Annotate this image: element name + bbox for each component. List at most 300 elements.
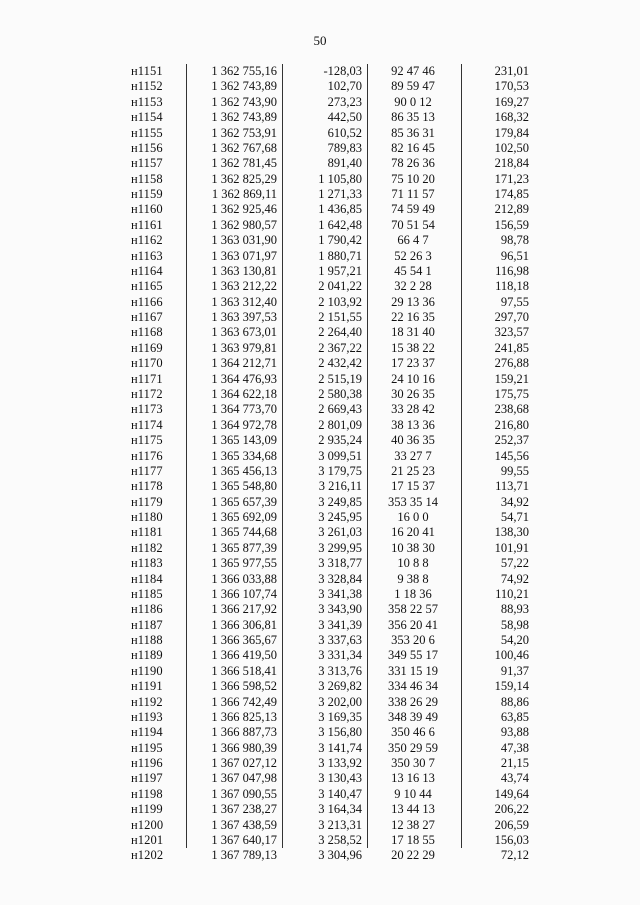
distance-cell: 145,56 bbox=[494, 448, 529, 463]
point-id-cell: н1193 bbox=[131, 709, 163, 724]
x-coordinate-cell: 1 365 456,13 bbox=[211, 463, 277, 478]
y-coordinate-cell: 2 935,24 bbox=[318, 433, 362, 448]
point-id-cell: н1202 bbox=[131, 848, 164, 863]
point-id-cell: н1187 bbox=[131, 617, 163, 632]
y-coordinate-cell: 3 202,00 bbox=[318, 694, 362, 709]
direction-angle-cell: 40 36 35 bbox=[391, 433, 435, 448]
x-coordinate-cell: 1 366 825,13 bbox=[211, 709, 277, 724]
direction-angle-cell: 33 28 42 bbox=[391, 402, 435, 417]
x-coordinate-cell: 1 365 877,39 bbox=[211, 540, 277, 555]
direction-angle-cell: 16 20 41 bbox=[391, 525, 435, 540]
direction-angle-cell: 353 35 14 bbox=[388, 494, 438, 509]
point-id-cell: н1183 bbox=[131, 556, 163, 571]
x-coordinate-cell: 1 367 027,12 bbox=[211, 756, 277, 771]
x-coordinate-cell: 1 365 744,68 bbox=[211, 525, 277, 540]
direction-angle-cell: 66 4 7 bbox=[397, 233, 429, 248]
distance-cell: 88,93 bbox=[500, 602, 529, 617]
direction-angle-cell: 338 26 29 bbox=[388, 694, 438, 709]
direction-angle-cell: 75 10 20 bbox=[391, 171, 435, 186]
table-row bbox=[0, 418, 640, 433]
direction-angle-cell: 45 54 1 bbox=[394, 263, 432, 278]
distance-cell: 276,88 bbox=[494, 356, 529, 371]
x-coordinate-cell: 1 363 673,01 bbox=[211, 325, 277, 340]
y-coordinate-cell: 3 313,76 bbox=[318, 663, 362, 678]
x-coordinate-cell: 1 363 397,53 bbox=[211, 310, 277, 325]
direction-angle-cell: 17 23 37 bbox=[391, 356, 435, 371]
distance-cell: 175,75 bbox=[494, 386, 529, 401]
point-id-cell: н1154 bbox=[131, 110, 163, 125]
x-coordinate-cell: 1 363 212,22 bbox=[211, 279, 277, 294]
y-coordinate-cell: 3 245,95 bbox=[318, 510, 362, 525]
direction-angle-cell: 350 46 6 bbox=[391, 725, 435, 740]
distance-cell: 57,22 bbox=[500, 556, 529, 571]
point-id-cell: н1197 bbox=[131, 771, 163, 786]
point-id-cell: н1164 bbox=[131, 263, 163, 278]
table-row bbox=[0, 233, 640, 248]
point-id-cell: н1171 bbox=[131, 371, 163, 386]
point-id-cell: н1166 bbox=[131, 294, 163, 309]
y-coordinate-cell: 3 169,35 bbox=[318, 709, 362, 724]
distance-cell: 171,23 bbox=[494, 171, 529, 186]
point-id-cell: н1181 bbox=[131, 525, 163, 540]
table-row bbox=[0, 525, 640, 540]
direction-angle-cell: 86 35 13 bbox=[391, 110, 435, 125]
table-row bbox=[0, 848, 640, 863]
table-row bbox=[0, 833, 640, 848]
table-row bbox=[0, 710, 640, 725]
table-row bbox=[0, 64, 640, 79]
point-id-cell: н1160 bbox=[131, 202, 163, 217]
x-coordinate-cell: 1 363 979,81 bbox=[211, 340, 277, 355]
y-coordinate-cell: 1 271,33 bbox=[318, 187, 362, 202]
point-id-cell: н1180 bbox=[131, 510, 163, 525]
distance-cell: 34,92 bbox=[500, 494, 529, 509]
distance-cell: 168,32 bbox=[494, 110, 529, 125]
table-row bbox=[0, 402, 640, 417]
point-id-cell: н1174 bbox=[131, 417, 163, 432]
distance-cell: 169,27 bbox=[494, 94, 529, 109]
direction-angle-cell: 350 30 7 bbox=[391, 756, 435, 771]
x-coordinate-cell: 1 366 033,88 bbox=[211, 571, 277, 586]
table-row bbox=[0, 387, 640, 402]
point-id-cell: н1158 bbox=[131, 171, 163, 186]
table-row bbox=[0, 679, 640, 694]
point-id-cell: н1155 bbox=[131, 125, 163, 140]
direction-angle-cell: 17 18 55 bbox=[391, 833, 435, 847]
table-row bbox=[0, 587, 640, 602]
y-coordinate-cell: 2 264,40 bbox=[318, 325, 362, 340]
x-coordinate-cell: 1 365 334,68 bbox=[211, 448, 277, 463]
direction-angle-cell: 15 38 22 bbox=[391, 340, 435, 355]
table-row bbox=[0, 464, 640, 479]
x-coordinate-cell: 1 367 047,98 bbox=[211, 771, 277, 786]
y-coordinate-cell: 3 299,95 bbox=[318, 540, 362, 555]
table-row bbox=[0, 495, 640, 510]
x-coordinate-cell: 1 366 518,41 bbox=[211, 663, 277, 678]
table-row bbox=[0, 310, 640, 325]
x-coordinate-cell: 1 365 548,80 bbox=[211, 479, 277, 494]
y-coordinate-cell: 789,83 bbox=[327, 140, 362, 155]
table-row bbox=[0, 618, 640, 633]
point-id-cell: н1178 bbox=[131, 479, 163, 494]
table-row bbox=[0, 695, 640, 710]
direction-angle-cell: 24 10 16 bbox=[391, 371, 435, 386]
table-row bbox=[0, 771, 640, 786]
direction-angle-cell: 71 11 57 bbox=[391, 187, 435, 202]
point-id-cell: н1163 bbox=[131, 248, 163, 263]
y-coordinate-cell: 3 341,39 bbox=[318, 617, 362, 632]
direction-angle-cell: 70 51 54 bbox=[391, 217, 435, 232]
y-coordinate-cell: 3 216,11 bbox=[318, 479, 362, 494]
direction-angle-cell: 350 29 59 bbox=[388, 740, 438, 755]
distance-cell: 118,18 bbox=[495, 279, 529, 294]
distance-cell: 159,21 bbox=[494, 371, 529, 386]
y-coordinate-cell: 2 103,92 bbox=[318, 294, 362, 309]
y-coordinate-cell: 1 880,71 bbox=[318, 248, 362, 263]
y-coordinate-cell: 3 337,63 bbox=[318, 633, 362, 648]
distance-cell: 149,64 bbox=[494, 786, 529, 801]
table-row bbox=[0, 479, 640, 494]
direction-angle-cell: 78 26 36 bbox=[391, 156, 435, 171]
direction-angle-cell: 356 20 41 bbox=[388, 617, 438, 632]
table-row bbox=[0, 818, 640, 833]
x-coordinate-cell: 1 367 090,55 bbox=[211, 786, 277, 801]
table-row bbox=[0, 202, 640, 217]
direction-angle-cell: 358 22 57 bbox=[388, 602, 438, 617]
distance-cell: 100,46 bbox=[494, 648, 529, 663]
table-row bbox=[0, 802, 640, 817]
y-coordinate-cell: 2 801,09 bbox=[318, 417, 362, 432]
distance-cell: 43,74 bbox=[500, 771, 529, 786]
direction-angle-cell: 74 59 49 bbox=[391, 202, 435, 217]
table-row bbox=[0, 325, 640, 340]
table-row bbox=[0, 95, 640, 110]
x-coordinate-cell: 1 362 925,46 bbox=[211, 202, 277, 217]
table-row bbox=[0, 218, 640, 233]
table-row bbox=[0, 172, 640, 187]
distance-cell: 174,85 bbox=[494, 187, 529, 202]
table-row bbox=[0, 356, 640, 371]
direction-angle-cell: 90 0 12 bbox=[394, 94, 432, 109]
table-row bbox=[0, 449, 640, 464]
table-row bbox=[0, 648, 640, 663]
y-coordinate-cell: 2 515,19 bbox=[318, 371, 362, 386]
y-coordinate-cell: 1 105,80 bbox=[318, 171, 362, 186]
point-id-cell: н1186 bbox=[131, 602, 163, 617]
x-coordinate-cell: 1 367 238,27 bbox=[211, 802, 277, 817]
x-coordinate-cell: 1 365 977,55 bbox=[211, 556, 277, 571]
x-coordinate-cell: 1 366 306,81 bbox=[211, 617, 277, 632]
point-id-cell: н1188 bbox=[131, 633, 163, 648]
direction-angle-cell: 17 15 37 bbox=[391, 479, 435, 494]
distance-cell: 206,59 bbox=[494, 817, 529, 832]
direction-angle-cell: 334 46 34 bbox=[388, 679, 438, 694]
point-id-cell: н1199 bbox=[131, 802, 163, 817]
distance-cell: 99,55 bbox=[500, 463, 529, 478]
distance-cell: 116,98 bbox=[495, 263, 529, 278]
table-row bbox=[0, 372, 640, 387]
y-coordinate-cell: 3 328,84 bbox=[318, 571, 362, 586]
table-row bbox=[0, 664, 640, 679]
y-coordinate-cell: 3 269,82 bbox=[318, 679, 362, 694]
x-coordinate-cell: 1 366 742,49 bbox=[211, 694, 277, 709]
distance-cell: 156,03 bbox=[494, 833, 529, 847]
x-coordinate-cell: 1 362 781,45 bbox=[211, 156, 277, 171]
point-id-cell: н1153 bbox=[131, 94, 163, 109]
table-row bbox=[0, 741, 640, 756]
page-number: 50 bbox=[313, 33, 327, 48]
y-coordinate-cell: 3 133,92 bbox=[318, 756, 362, 771]
table-row bbox=[0, 279, 640, 294]
direction-angle-cell: 12 38 27 bbox=[391, 817, 435, 832]
direction-angle-cell: 13 44 13 bbox=[391, 802, 435, 817]
direction-angle-cell: 349 55 17 bbox=[388, 648, 438, 663]
table-row bbox=[0, 541, 640, 556]
y-coordinate-cell: 610,52 bbox=[327, 125, 362, 140]
x-coordinate-cell: 1 364 622,18 bbox=[211, 386, 277, 401]
point-id-cell: н1168 bbox=[131, 325, 163, 340]
y-coordinate-cell: 1 436,85 bbox=[318, 202, 362, 217]
y-coordinate-cell: 3 099,51 bbox=[318, 448, 362, 463]
direction-angle-cell: 52 26 3 bbox=[394, 248, 432, 263]
point-id-cell: н1170 bbox=[131, 356, 163, 371]
point-id-cell: н1167 bbox=[131, 310, 163, 325]
y-coordinate-cell: 3 318,77 bbox=[318, 556, 362, 571]
x-coordinate-cell: 1 366 217,92 bbox=[211, 602, 277, 617]
x-coordinate-cell: 1 366 980,39 bbox=[211, 740, 277, 755]
y-coordinate-cell: 102,70 bbox=[327, 79, 362, 94]
distance-cell: 54,71 bbox=[500, 510, 529, 525]
table-row bbox=[0, 341, 640, 356]
y-coordinate-cell: 3 261,03 bbox=[318, 525, 362, 540]
x-coordinate-cell: 1 362 755,16 bbox=[211, 64, 277, 78]
x-coordinate-cell: 1 365 143,09 bbox=[211, 433, 277, 448]
point-id-cell: н1192 bbox=[131, 694, 163, 709]
direction-angle-cell: 21 25 23 bbox=[391, 463, 435, 478]
x-coordinate-cell: 1 362 743,89 bbox=[211, 79, 277, 94]
point-id-cell: н1201 bbox=[131, 833, 164, 847]
distance-cell: 212,89 bbox=[494, 202, 529, 217]
distance-cell: 159,14 bbox=[494, 679, 529, 694]
table-row bbox=[0, 787, 640, 802]
y-coordinate-cell: 1 957,21 bbox=[318, 263, 362, 278]
table-row bbox=[0, 187, 640, 202]
x-coordinate-cell: 1 363 130,81 bbox=[211, 263, 277, 278]
table-row bbox=[0, 141, 640, 156]
table-row bbox=[0, 572, 640, 587]
x-coordinate-cell: 1 365 692,09 bbox=[211, 510, 277, 525]
direction-angle-cell: 13 16 13 bbox=[391, 771, 435, 786]
y-coordinate-cell: 3 156,80 bbox=[318, 725, 362, 740]
direction-angle-cell: 18 31 40 bbox=[391, 325, 435, 340]
direction-angle-cell: 89 59 47 bbox=[391, 79, 435, 94]
y-coordinate-cell: 3 331,34 bbox=[318, 648, 362, 663]
point-id-cell: н1190 bbox=[131, 663, 163, 678]
x-coordinate-cell: 1 362 980,57 bbox=[211, 217, 277, 232]
y-coordinate-cell: 2 367,22 bbox=[318, 340, 362, 355]
point-id-cell: н1195 bbox=[131, 740, 163, 755]
x-coordinate-cell: 1 362 869,11 bbox=[211, 187, 277, 202]
direction-angle-cell: 10 8 8 bbox=[397, 556, 429, 571]
y-coordinate-cell: 1 790,42 bbox=[318, 233, 362, 248]
y-coordinate-cell: 891,40 bbox=[327, 156, 362, 171]
distance-cell: 96,51 bbox=[500, 248, 529, 263]
x-coordinate-cell: 1 366 598,52 bbox=[211, 679, 277, 694]
direction-angle-cell: 9 10 44 bbox=[394, 786, 432, 801]
table-row bbox=[0, 633, 640, 648]
distance-cell: 238,68 bbox=[494, 402, 529, 417]
x-coordinate-cell: 1 367 438,59 bbox=[211, 817, 277, 832]
point-id-cell: н1176 bbox=[131, 448, 163, 463]
distance-cell: 88,86 bbox=[500, 694, 529, 709]
direction-angle-cell: 29 13 36 bbox=[391, 294, 435, 309]
x-coordinate-cell: 1 362 743,89 bbox=[211, 110, 277, 125]
y-coordinate-cell: 3 258,52 bbox=[318, 833, 362, 847]
x-coordinate-cell: 1 366 365,67 bbox=[211, 633, 277, 648]
point-id-cell: н1175 bbox=[131, 433, 163, 448]
y-coordinate-cell: -128,03 bbox=[323, 64, 362, 78]
y-coordinate-cell: 3 249,85 bbox=[318, 494, 362, 509]
point-id-cell: н1169 bbox=[131, 340, 163, 355]
direction-angle-cell: 85 36 31 bbox=[391, 125, 435, 140]
direction-angle-cell: 331 15 19 bbox=[388, 663, 438, 678]
distance-cell: 206,22 bbox=[494, 802, 529, 817]
distance-cell: 93,88 bbox=[500, 725, 529, 740]
direction-angle-cell: 9 38 8 bbox=[397, 571, 429, 586]
y-coordinate-cell: 273,23 bbox=[327, 94, 362, 109]
point-id-cell: н1196 bbox=[131, 756, 163, 771]
x-coordinate-cell: 1 365 657,39 bbox=[211, 494, 277, 509]
point-id-cell: н1200 bbox=[131, 817, 164, 832]
direction-angle-cell: 1 18 36 bbox=[394, 586, 432, 601]
point-id-cell: н1152 bbox=[131, 79, 163, 94]
direction-angle-cell: 16 0 0 bbox=[397, 510, 429, 525]
x-coordinate-cell: 1 367 640,17 bbox=[211, 833, 277, 847]
distance-cell: 21,15 bbox=[500, 756, 529, 771]
table-row bbox=[0, 556, 640, 571]
y-coordinate-cell: 1 642,48 bbox=[318, 217, 362, 232]
point-id-cell: н1157 bbox=[131, 156, 163, 171]
x-coordinate-cell: 1 362 767,68 bbox=[211, 140, 277, 155]
direction-angle-cell: 10 38 30 bbox=[391, 540, 435, 555]
point-id-cell: н1177 bbox=[131, 463, 163, 478]
x-coordinate-cell: 1 364 972,78 bbox=[211, 417, 277, 432]
distance-cell: 113,71 bbox=[495, 479, 529, 494]
y-coordinate-cell: 3 140,47 bbox=[318, 786, 362, 801]
distance-cell: 110,21 bbox=[495, 586, 529, 601]
y-coordinate-cell: 442,50 bbox=[327, 110, 362, 125]
x-coordinate-cell: 1 362 825,29 bbox=[211, 171, 277, 186]
distance-cell: 323,57 bbox=[494, 325, 529, 340]
y-coordinate-cell: 3 343,90 bbox=[318, 602, 362, 617]
point-id-cell: н1182 bbox=[131, 540, 163, 555]
x-coordinate-cell: 1 364 476,93 bbox=[211, 371, 277, 386]
table-row bbox=[0, 249, 640, 264]
table-row bbox=[0, 433, 640, 448]
x-coordinate-cell: 1 363 071,97 bbox=[211, 248, 277, 263]
table-row bbox=[0, 110, 640, 125]
point-id-cell: н1184 bbox=[131, 571, 163, 586]
table-row bbox=[0, 510, 640, 525]
table-row bbox=[0, 126, 640, 141]
point-id-cell: н1156 bbox=[131, 140, 163, 155]
y-coordinate-cell: 3 179,75 bbox=[318, 463, 362, 478]
point-id-cell: н1194 bbox=[131, 725, 163, 740]
point-id-cell: н1198 bbox=[131, 786, 163, 801]
direction-angle-cell: 32 2 28 bbox=[394, 279, 432, 294]
y-coordinate-cell: 3 304,96 bbox=[318, 848, 362, 863]
direction-angle-cell: 353 20 6 bbox=[391, 633, 435, 648]
point-id-cell: н1173 bbox=[131, 402, 163, 417]
x-coordinate-cell: 1 366 887,73 bbox=[211, 725, 277, 740]
table-row bbox=[0, 79, 640, 94]
y-coordinate-cell: 3 130,43 bbox=[318, 771, 362, 786]
table-row bbox=[0, 725, 640, 740]
distance-cell: 98,78 bbox=[500, 233, 529, 248]
point-id-cell: н1151 bbox=[131, 64, 163, 78]
point-id-cell: н1159 bbox=[131, 187, 163, 202]
x-coordinate-cell: 1 364 212,71 bbox=[211, 356, 277, 371]
direction-angle-cell: 348 39 49 bbox=[388, 709, 438, 724]
direction-angle-cell: 22 16 35 bbox=[391, 310, 435, 325]
y-coordinate-cell: 3 341,38 bbox=[318, 586, 362, 601]
x-coordinate-cell: 1 364 773,70 bbox=[211, 402, 277, 417]
point-id-cell: н1191 bbox=[131, 679, 163, 694]
direction-angle-cell: 30 26 35 bbox=[391, 386, 435, 401]
y-coordinate-cell: 2 151,55 bbox=[318, 310, 362, 325]
point-id-cell: н1189 bbox=[131, 648, 163, 663]
distance-cell: 179,84 bbox=[494, 125, 529, 140]
table-row bbox=[0, 264, 640, 279]
table-row bbox=[0, 602, 640, 617]
distance-cell: 218,84 bbox=[494, 156, 529, 171]
x-coordinate-cell: 1 363 312,40 bbox=[211, 294, 277, 309]
point-id-cell: н1185 bbox=[131, 586, 163, 601]
table-row bbox=[0, 156, 640, 171]
y-coordinate-cell: 2 041,22 bbox=[318, 279, 362, 294]
distance-cell: 231,01 bbox=[494, 64, 529, 78]
distance-cell: 170,53 bbox=[494, 79, 529, 94]
distance-cell: 102,50 bbox=[494, 140, 529, 155]
point-id-cell: н1179 bbox=[131, 494, 163, 509]
y-coordinate-cell: 3 141,74 bbox=[318, 740, 362, 755]
direction-angle-cell: 82 16 45 bbox=[391, 140, 435, 155]
direction-angle-cell: 33 27 7 bbox=[394, 448, 432, 463]
distance-cell: 47,38 bbox=[500, 740, 529, 755]
distance-cell: 58,98 bbox=[500, 617, 529, 632]
distance-cell: 216,80 bbox=[494, 417, 529, 432]
distance-cell: 252,37 bbox=[494, 433, 529, 448]
x-coordinate-cell: 1 367 789,13 bbox=[211, 848, 277, 863]
distance-cell: 297,70 bbox=[494, 310, 529, 325]
distance-cell: 156,59 bbox=[494, 217, 529, 232]
distance-cell: 101,91 bbox=[494, 540, 529, 555]
point-id-cell: н1165 bbox=[131, 279, 163, 294]
distance-cell: 54,20 bbox=[500, 633, 529, 648]
point-id-cell: н1161 bbox=[131, 217, 163, 232]
y-coordinate-cell: 3 213,31 bbox=[318, 817, 362, 832]
y-coordinate-cell: 2 580,38 bbox=[318, 386, 362, 401]
table-row bbox=[0, 756, 640, 771]
x-coordinate-cell: 1 363 031,90 bbox=[211, 233, 277, 248]
direction-angle-cell: 92 47 46 bbox=[391, 64, 435, 78]
distance-cell: 91,37 bbox=[500, 663, 529, 678]
distance-cell: 138,30 bbox=[494, 525, 529, 540]
distance-cell: 97,55 bbox=[500, 294, 529, 309]
direction-angle-cell: 38 13 36 bbox=[391, 417, 435, 432]
table-row bbox=[0, 295, 640, 310]
x-coordinate-cell: 1 362 753,91 bbox=[211, 125, 277, 140]
